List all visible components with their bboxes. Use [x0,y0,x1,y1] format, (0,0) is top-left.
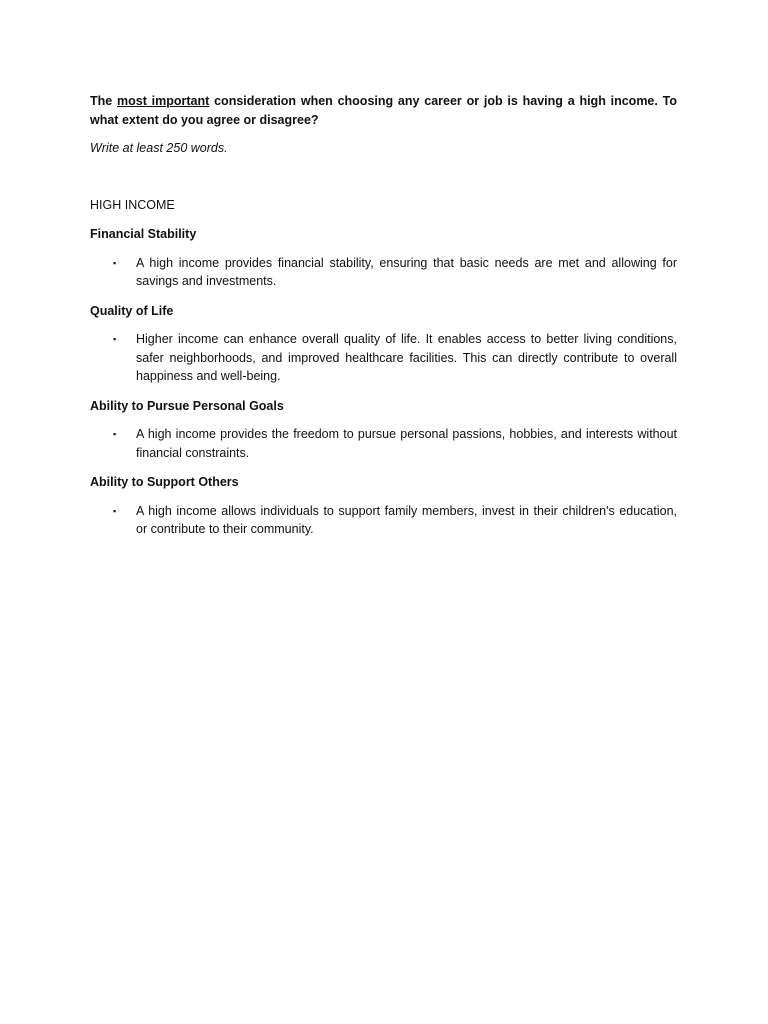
bullet-item [90,330,677,386]
bullet-list [90,425,677,462]
document-page [90,92,677,539]
question-prefix: The [90,94,118,108]
bullet-item [90,502,677,539]
section-title: HIGH INCOME [90,197,175,212]
essay-question [90,92,677,129]
section-quality-of-life [90,302,677,386]
bullet-list [90,502,677,539]
bullet-text: Higher income can enhance overall quality of life. It enables access to better living conditions, safer neighborhoods, and improved healthcare facilities. This can directly contribute to overall happiness and well-being. [136,332,677,383]
bullet-text: A high income provides financial stability, ensuring that basic needs are met and allowing for savings and investments. [136,255,677,288]
section-heading: Ability to Pursue Personal Goals [90,398,284,413]
bullet-text: A high income provides the freedom to pursue personal passions, hobbies, and interests without financial constraints. [136,427,677,460]
bullet-list [90,330,677,386]
square-bullet-icon: ▪ [113,505,117,516]
bullet-text: A high income allows individuals to support family members, invest in their children's education, or contribute to their community. [136,503,677,536]
question-emphasis: most important [117,94,210,108]
section-personal-goals [90,397,677,463]
square-bullet-icon: ▪ [113,429,117,439]
section-heading: Ability to Support Others [90,475,239,489]
question-suffix: consideration when choosing any career or job is having a high income. To what extent do you agree or disagree? [90,94,677,127]
section-heading: Quality of Life [90,303,174,318]
section-financial-stability [90,225,677,291]
word-count-instruction: Write at least 250 words. [90,141,228,155]
square-bullet-icon: ▪ [113,257,117,268]
bullet-list [90,254,677,291]
section-heading: Financial Stability [90,227,197,241]
bullet-item [90,254,677,291]
section-support-others [90,473,677,539]
square-bullet-icon: ▪ [113,334,117,344]
bullet-item [90,425,677,462]
